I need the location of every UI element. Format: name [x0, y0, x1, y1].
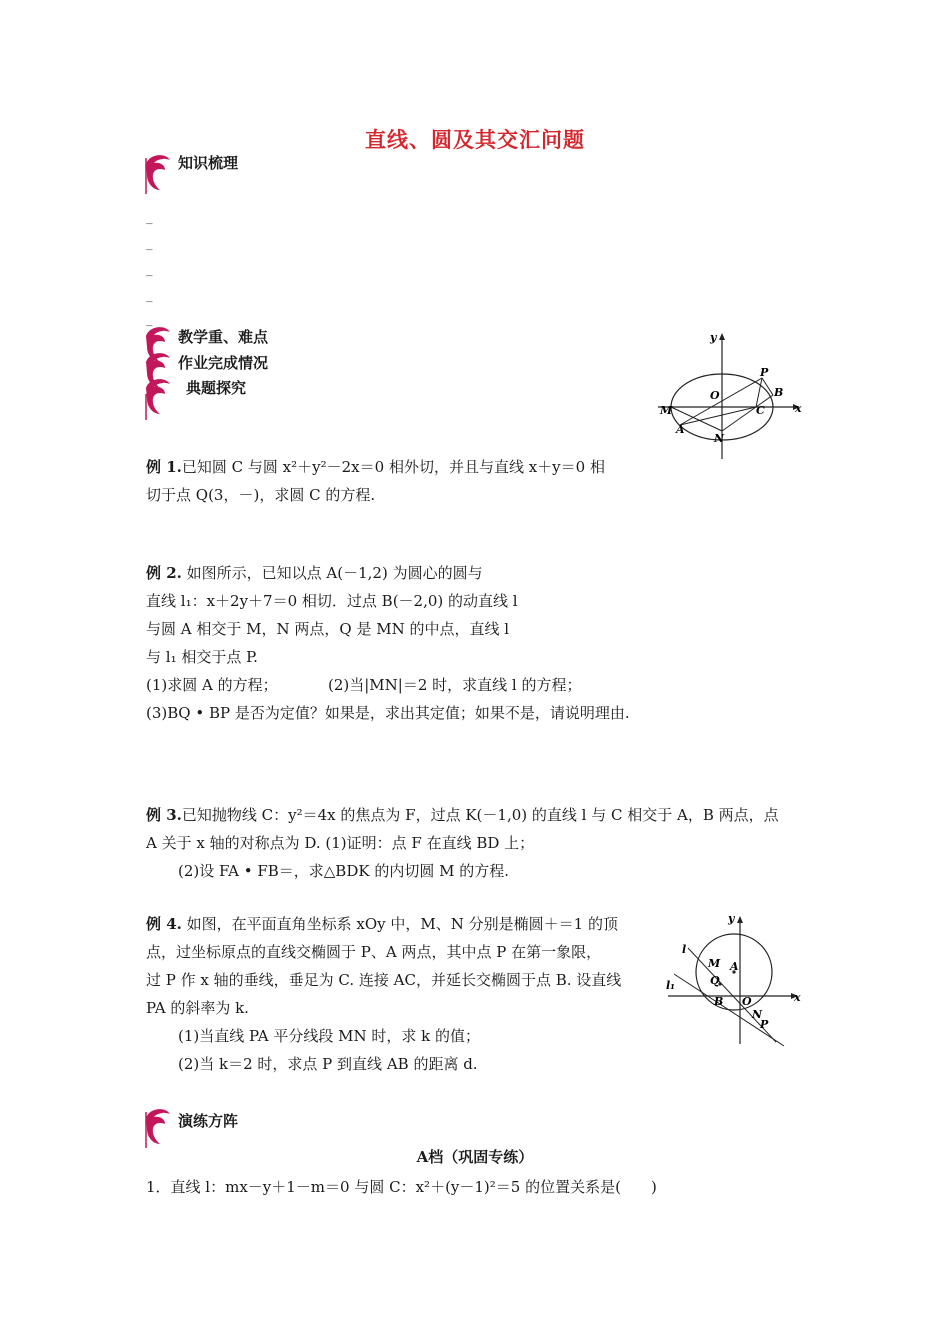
blank-line: _	[146, 210, 153, 225]
example-text: 直线 l₁：x＋2y＋7＝0 相切．过点 B(－2,0) 的动直线 l	[146, 592, 518, 610]
example-2	[146, 559, 483, 587]
point-label-p: P	[760, 1018, 769, 1031]
point-label-p: P	[760, 366, 769, 379]
grade-a-heading: A档（巩固专练）	[416, 1148, 534, 1166]
section-key-points: 教学重、难点	[178, 328, 269, 346]
example-text: (3)BQ • BP 是否为定值？如果是，求出其定值；如果不是，请说明理由.	[146, 704, 630, 722]
section-knowledge: 知识梳理	[178, 154, 239, 172]
example-label: 例 2.	[146, 564, 182, 582]
example-text: 与 l₁ 相交于点 P.	[146, 648, 258, 666]
dolphin-icon	[143, 1104, 173, 1150]
line-label-l: l	[682, 943, 687, 956]
example-text: 如图所示，已知以点 A(－1,2) 为圆心的圆与	[181, 564, 483, 582]
dolphin-icon	[143, 150, 173, 196]
point-label-a: A	[676, 423, 685, 436]
point-label-m: M	[660, 404, 673, 417]
example-4	[146, 910, 618, 938]
example-label: 例 3.	[146, 806, 182, 824]
example-text: 点，过坐标原点的直线交椭圆于 P、A 两点，其中点 P 在第一象限，	[146, 943, 602, 961]
blank-line: _	[146, 288, 153, 303]
dolphin-icon	[143, 374, 173, 420]
example-3	[146, 801, 779, 829]
axis-label-y: y	[710, 331, 717, 344]
point-label-b: B	[774, 386, 784, 399]
section-practice: 演练方阵	[178, 1112, 239, 1130]
example-text: (1)求圆 A 的方程；	[146, 676, 278, 694]
example-text: (2)设 FA • FB＝，求△BDK 的内切圆 M 的方程.	[178, 862, 509, 880]
example-text: 已知抛物线 C：y²＝4x 的焦点为 F，过点 K(－1,0) 的直线 l 与 C 相交于 A，B 两点，点	[181, 806, 779, 824]
point-label-b: B	[714, 995, 724, 1008]
line-label-l1: l₁	[666, 979, 675, 992]
point-label-n: N	[752, 1008, 763, 1021]
axis-label-y: y	[728, 912, 735, 925]
example-text: (2)当 k＝2 时，求点 P 到直线 AB 的距离 d.	[178, 1055, 478, 1073]
example-label: 例 1.	[146, 458, 182, 476]
ellipse-figure	[652, 325, 812, 461]
question-1: 1．直线 l：mx－y＋1－m＝0 与圆 C：x²＋(y－1)²＝5 的位置关系是( )	[146, 1178, 657, 1196]
blank-line: _	[146, 262, 153, 277]
example-text: (2)当|MN|＝2 时，求直线 l 的方程；	[328, 676, 582, 694]
point-label-o: O	[710, 389, 720, 402]
point-label-c: C	[756, 404, 765, 417]
example-text: (1)当直线 PA 平分线段 MN 时，求 k 的值；	[178, 1027, 480, 1045]
axis-label-x: x	[794, 991, 801, 1004]
axis-label-x: x	[795, 402, 802, 415]
example-text: A 关于 x 轴的对称点为 D. (1)证明：点 F 在直线 BD 上；	[146, 834, 535, 852]
blank-line: _	[146, 236, 153, 251]
example-1	[146, 453, 605, 481]
example-text: 如图，在平面直角坐标系 xOy 中，M、N 分别是椭圆＋＝1 的顶	[181, 915, 618, 933]
point-label-m: M	[708, 957, 721, 970]
page-title: 直线、圆及其交汇问题	[365, 127, 585, 152]
point-label-a: A	[730, 960, 739, 973]
circle-figure	[664, 910, 810, 1048]
example-text: 已知圆 C 与圆 x²＋y²－2x＝0 相外切，并且与直线 x＋y＝0 相	[181, 458, 605, 476]
section-examples: 典题探究	[186, 379, 247, 397]
example-text: PA 的斜率为 k.	[146, 999, 249, 1017]
point-label-q: Q	[710, 974, 720, 987]
example-label: 例 4.	[146, 915, 182, 933]
example-text: 切于点 Q(3，－)，求圆 C 的方程.	[146, 486, 376, 504]
example-text: 过 P 作 x 轴的垂线，垂足为 C. 连接 AC，并延长交椭圆于点 B. 设直线	[146, 971, 622, 989]
point-label-o: O	[742, 995, 752, 1008]
example-text: 与圆 A 相交于 M，N 两点，Q 是 MN 的中点，直线 l	[146, 620, 510, 638]
blank-line: _	[146, 312, 153, 327]
point-label-n: N	[714, 432, 725, 445]
section-homework: 作业完成情况	[178, 354, 269, 372]
